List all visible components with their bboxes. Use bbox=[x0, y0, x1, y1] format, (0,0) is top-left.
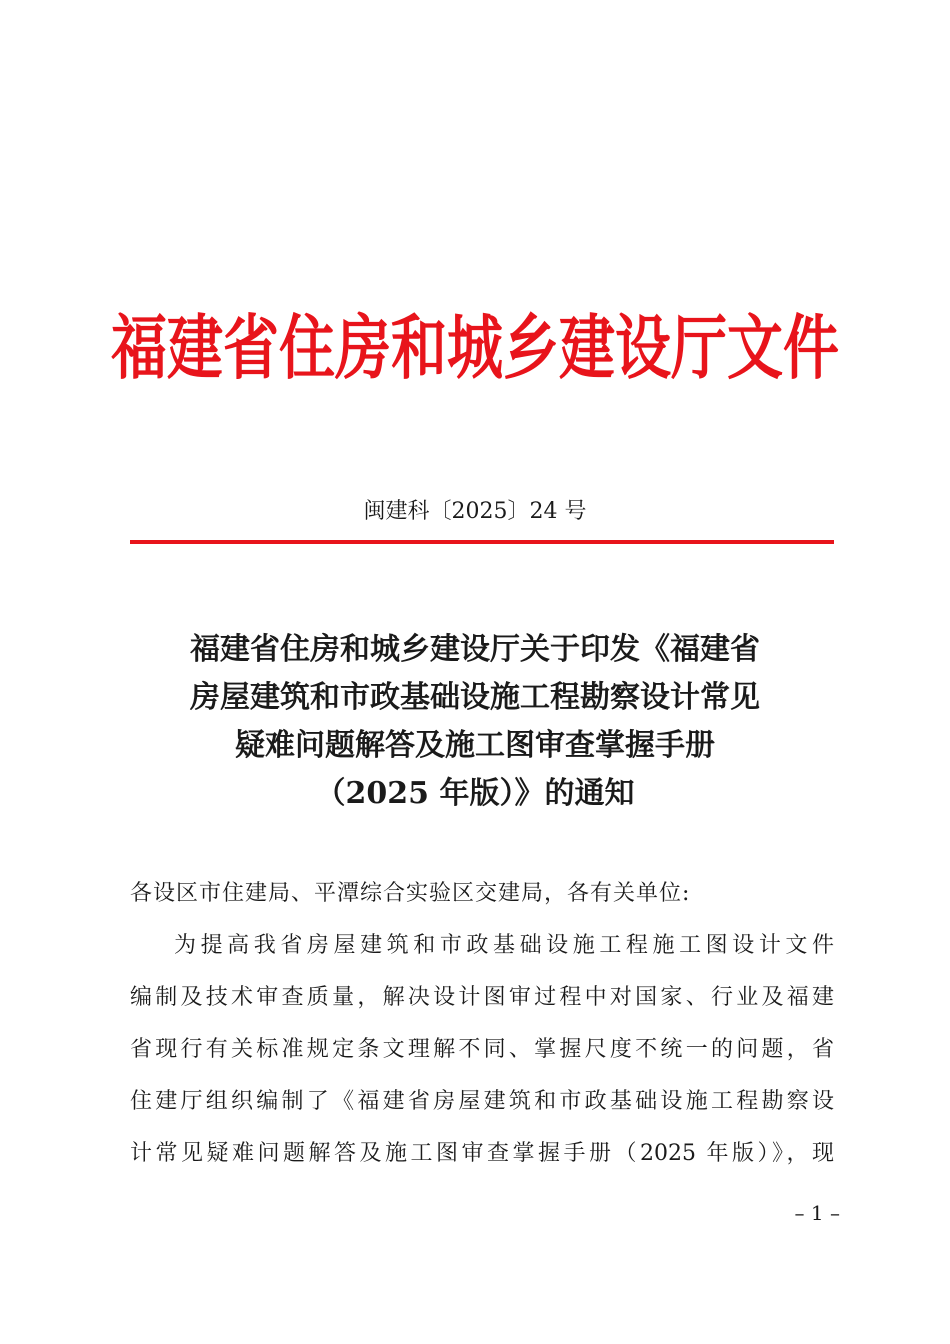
body-line: 编制及技术审查质量，解决设计图审过程中对国家、行业及福建 bbox=[130, 985, 834, 1010]
notice-title bbox=[110, 626, 840, 818]
body-line: 住建厅组织编制了《福建省房屋建筑和市政基础设施工程勘察设 bbox=[130, 1089, 834, 1114]
salutation: 各设区市住建局、平潭综合实验区交建局，各有关单位: bbox=[130, 881, 691, 906]
title-line: （2025 年版）》的通知 bbox=[315, 776, 635, 811]
body-line: 计常见疑难问题解答及施工图审查掌握手册（2025 年版）》，现 bbox=[130, 1141, 834, 1166]
document-number: 闽建科〔2025〕24 号 bbox=[363, 499, 587, 524]
page-number: – 1 – bbox=[794, 1201, 840, 1225]
red-divider-line bbox=[130, 540, 834, 544]
title-line: 房屋建筑和市政基础设施工程勘察设计常见 bbox=[190, 680, 760, 715]
body-line: 省现行有关标准规定条文理解不同、掌握尺度不统一的问题，省 bbox=[130, 1037, 834, 1062]
title-line: 疑难问题解答及施工图审查掌握手册 bbox=[235, 728, 715, 763]
body-text bbox=[130, 868, 834, 1180]
title-line: 福建省住房和城乡建设厅关于印发《福建省 bbox=[190, 632, 760, 667]
body-line: 为提高我省房屋建筑和市政基础设施工程施工图设计文件 bbox=[174, 933, 834, 958]
masthead-title: 福建省住房和城乡建设厅文件 bbox=[111, 306, 839, 390]
